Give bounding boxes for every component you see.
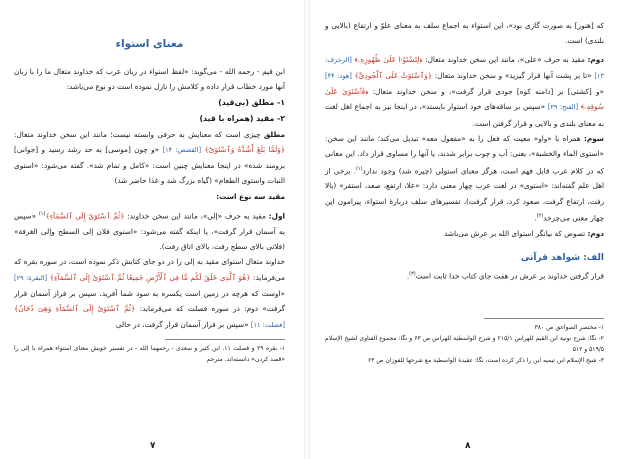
footnote-divider bbox=[165, 339, 285, 340]
heading-muqayyad: ۲- مقید (همراه با قید) bbox=[199, 113, 285, 123]
dovom-paragraph bbox=[325, 52, 604, 131]
third-text: «سپس بر فراز آسمان قرار گرفت، در حالی bbox=[115, 319, 249, 329]
heading-mutlaq: ۱- مطلق (بی‌قید) bbox=[218, 97, 285, 107]
first-text: مقید به حرف «إلی»، مانند این سخن خداوند: bbox=[127, 211, 266, 221]
second-explanation: «اوست که هرچه در زمین است یکسره به سود شما آفرید، سپس بر فراز آسمان قرار گرفت» دوم: در سوره فصلت که می‌فرماید: bbox=[14, 288, 286, 314]
dovom-text: مقید به حرف «علی»، مانند این سخن خداوند متعال: bbox=[425, 54, 585, 64]
book-gutter bbox=[304, 0, 310, 459]
quran-verse: ﴿وَٱسْتَوَتْ عَلَى ٱلْجُودِىِّ﴾ bbox=[354, 70, 433, 80]
footnote-marker: (۲) bbox=[536, 212, 544, 219]
footnote-marker: (۱) bbox=[38, 211, 46, 218]
chaharom-paragraph bbox=[325, 226, 604, 241]
footnote: ۱- بقره ۲۹ و فصلت ۱۱. ابن کثیر و سعدی - رحمهما الله - در تفسیر خویش معنای استواء همراه با إلی را «قصد کردن» دانسته‌اند. مترجم bbox=[14, 344, 286, 363]
footnote-marker: (۱) bbox=[355, 165, 363, 172]
footnote-3: ۳- شیخ الإسلام ابن تیمیه این را ذکر کرده است، نگا: عقیدة الواسطیة مع شرحها للفوزان ص ۶۳ bbox=[367, 356, 604, 364]
verse-citation: [الزخرف: ۱۳] bbox=[325, 55, 604, 80]
intro-paragraph: ابن قیم - رحمه الله - می‌گوید: «لفظ استواء در زبان عرب که خداوند متعال ما را با زبان آنها مورد خطاب قرار داده و کلامش را نازل نموده است دو نوع می‌باشد: bbox=[14, 67, 285, 92]
dovom-text-2: «تا بر پشت آنها قرار گیرید» و سخن خداوند متعال: bbox=[434, 70, 592, 80]
chaharom-text: تصوص که بیانگر استوای الله بر عرش می‌باشد bbox=[444, 228, 586, 238]
sevom-paragraph: سوم: همراه با «واو» معیت که فعل را به «مفعول معه» تبدیل می‌کند؛ مانند این سخن: «استوی الماء والخشبة»، یعنی: آب و چوب برابر شدند، یا آنها را مساوی قرار داد. این معانی که در کلام عرب قابل فهم است، هرگز معنای استولی (چیره شد) وجود ندارد$^{(۱)}$. برخی از اهل علم گفته‌اند: «استوی» در لغت عرب چهار معنی دارد: «علا، ارتفع، صعد، استقر» (بالا رفت، ارتفاع گرفت، صعود کرد، قرار گرفت)، تفسیرهای سلف دربارهٔ استواء، پیرامون این چهار معنی می‌چرخد$^{(۲)}$. bbox=[325, 134, 604, 223]
continuation-paragraph: که [هنوز] به صورت گازی بود»، این استواء به اجماع سلف به معنای علوّ و ارتفاع (بالایی و بلندی) است. bbox=[325, 21, 604, 46]
quran-verse: ﴿لِتَسْتَوُۥا عَلَىٰ ظُهُورِهِۦ﴾ bbox=[354, 54, 423, 64]
verse-citation: [فصلت: ۱۱] bbox=[250, 320, 285, 329]
section-heading: الف: شواهد قرآنی bbox=[520, 253, 604, 263]
sevom-text: همراه با «واو» معیت که فعل را به «مفعول معه» تبدیل می‌کند؛ مانند این سخن: «استوی الماء والخشبة»، یعنی: آب و چوب برابر شدند، یا آنها را مساوی قرار داد. این معانی که در کلام عرب قابل فهم است، هرگز معنای استولی (چیره شد) وجود ندارد bbox=[325, 134, 604, 176]
verse-citation: [القصص: ۱۴] bbox=[162, 145, 202, 154]
footnote-marker: (۳) bbox=[409, 271, 416, 277]
first-label: اول: bbox=[268, 211, 286, 221]
section-text: قرار گرفتن خداوند بر عرش در هفت جای کتاب خدا ثابت است bbox=[415, 271, 604, 281]
left-page bbox=[0, 0, 303, 459]
sevom-text-2: . برخی از اهل علم گفته‌اند: «استوی» در لغت عرب چهار معنی دارد: «علا، ارتفع، صعد، استقر» (بالا رفت، ارتفاع گرفت، صعود کرد، قرار گرفت)، تفسیرهای سلف دربارهٔ استواء، پیرامون این چهار معنی می‌چرخد bbox=[325, 166, 604, 223]
quran-verse: ﴿هُوَ ٱلَّذِى خَلَقَ لَكُم مَّا فِى ٱلْأَرْضِ جَمِيعًا ثُمَّ ٱسْتَوَىٰٓ إِلَى ٱلسَّمَآءِ﴾ bbox=[49, 272, 251, 282]
quran-verse: ﴿وَلَمَّا بَلَغَ أَشُدَّهُ وَٱسْتَوَىٰٓ﴾ bbox=[204, 144, 286, 154]
mutlaq-paragraph bbox=[14, 127, 285, 189]
page-number: ۷ bbox=[150, 441, 156, 451]
second-paragraph bbox=[14, 254, 285, 332]
second-text: خداوند متعال استوای مقید به إلی را در دو جای کتابش ذکر نموده است، در سوره بقره که می‌فرماید: bbox=[14, 257, 285, 282]
mutlaq-explanation: «و چون [موسی] به حد رشد رسید و [جوانی] برومند شده» در اینجا معنایش چنین است: «کامل و تمام شد». گفته می‌شود: «استوی النبات واستوی الطعام» (گیاه بزرگ شد و غذا حاضر شد) bbox=[14, 144, 285, 186]
dovom-text-3: «و [کشتی] بر [دامنه کوه] جودی قرار گرفت»، و سخن خداوند متعال: bbox=[372, 87, 604, 97]
quran-verse: ﴿فَٱسْتَوَىٰ عَلَىٰ سُوقِهِۦ﴾ bbox=[325, 87, 604, 112]
verse-citation: [الفتح: ۲۹] bbox=[547, 103, 579, 112]
muqayyad-intro: مقید سه نوع است: bbox=[216, 191, 285, 201]
page-number: ۸ bbox=[465, 441, 471, 451]
footnote-1: ۱- مختصر الصواعق ص ۳۸۰ bbox=[534, 323, 604, 331]
page-title: معنای استواء bbox=[115, 38, 184, 50]
dovom-label: دوم: bbox=[587, 54, 604, 64]
mutlaq-label: مطلق bbox=[263, 129, 285, 139]
sevom-label: سوم: bbox=[583, 134, 604, 144]
footnote-2: ۲- نگا: شرح نونیة ابن القیم للهراس ۲۱۵/۱ و شرح الواسطیة للهراس ص ۶۳ و نگا: مجموع الفتاوی لشیخ الإسلام ۵۱۹/۵ و ۵۱۲ bbox=[325, 334, 604, 353]
right-page bbox=[311, 0, 622, 459]
verse-citation: [هود: ۴۴] bbox=[325, 71, 352, 80]
dovom-text-4: «سپس بر ساقه‌های خود استوار بایستد»، در اینجا نیز به اجماع اهل لغت به معنای بلندی و بالایی و قرار گرفتن است. bbox=[325, 102, 604, 128]
first-type-paragraph bbox=[14, 207, 285, 254]
first-explanation: «سپس به آسمان قرار گرفت»، یا اینکه گفته می‌شود: «استوی فلان إلی السطح وإلی الغرفة» (فلانی بالای سطح رفت، بالای اتاق رفت). bbox=[14, 211, 285, 252]
chaharom-label: دوم: bbox=[587, 228, 604, 238]
footnote-divider bbox=[484, 318, 604, 319]
quran-verse: ﴿ثُمَّ ٱسْتَوَىٰٓ إِلَى ٱلسَّمَآءِ وَهِىَ دُخَانٌ﴾ bbox=[14, 304, 136, 314]
verse-citation: [البقرة: ۲۹] bbox=[14, 273, 48, 282]
mutlaq-text: چیزی است که معنایش به حرفی وابسته نیست؛ مانند این سخن خداوند متعال: bbox=[14, 129, 261, 139]
section-paragraph: قرار گرفتن خداوند بر عرش در هفت جای کتاب خدا ثابت است$^{(۳)}$. bbox=[406, 271, 604, 281]
quran-verse: ﴿ثُمَّ ٱسْتَوَىٰٓ إِلَى ٱلسَّمَآءِ﴾ bbox=[45, 211, 125, 221]
